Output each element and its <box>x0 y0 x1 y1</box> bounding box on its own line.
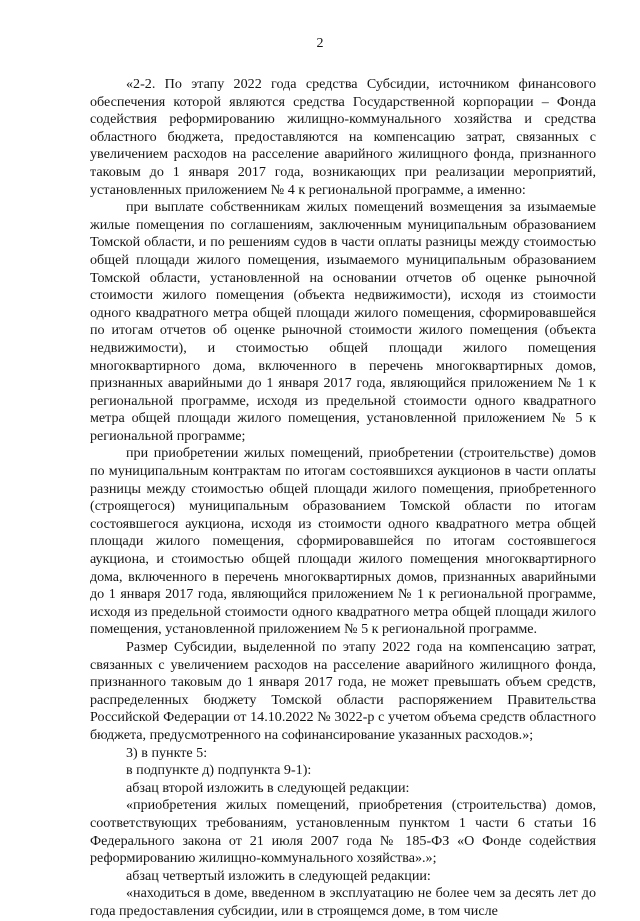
paragraph-fourth-clause-text: «находиться в доме, введенном в эксплуатацию не более чем за десять лет до года предоставления субсидии, или в строящемся доме, в том числе <box>90 885 596 919</box>
paragraph-owner-compensation: при выплате собственникам жилых помещений возмещения за изымаемые жилые помещения по соглашениям, заключенным муниципальным образованием Томской области, и по решениям судов в части оплаты разницы между стоимостью общей площади жилого помещения, изымаемого муниципальным образованием Томской области, установленной на основании отчетов об оценке рыночной стоимости жилого помещения (объекта недвижимости), исходя из стоимости одного квадратного метра общей площади жилого помещения, сформировавшейся по итогам отчетов об оценке рыночной стоимости жилого помещения (объекта недвижимости), и стоимостью общей площади жилого помещения многоквартирного дома, включенного в перечень многоквартирных домов, признанных аварийными до 1 января 2017 года, являющийся приложением № 1 к региональной программе, исходя из предельной стоимости одного квадратного метра общей площади жилого помещения, установленной приложением № 5 к региональной программе; <box>90 199 596 444</box>
paragraph-fourth-clause-instruction: абзац четвертый изложить в следующей редакции: <box>126 867 431 884</box>
paragraph-item-3: 3) в пункте 5: <box>126 744 208 761</box>
page-number: 2 <box>316 36 324 51</box>
paragraph-second-clause-text: «приобретения жилых помещений, приобретения (строительства) домов, соответствующих требованиям, установленным пунктом 1 части 6 статьи 16 Федерального закона от 21 июля 2007 года № 185-ФЗ «О Фонде содействия реформированию жилищно-коммунального хозяйства».»; <box>90 797 596 867</box>
paragraph-subitem-d: в подпункте д) подпункта 9-1): <box>126 762 312 779</box>
paragraph-2-2-intro: «2-2. По этапу 2022 года средства Субсидии, источником финансового обеспечения которой являются средства Государственной корпорации – Фонда содействия реформированию жилищно-коммунального хозяйства и средства областного бюджета, предоставляются на компенсацию затрат, связанных с увеличением расходов на расселение аварийного жилищного фонда, признанного таковым до 1 января 2017 года, возникающих при реализации мероприятий, установленных приложением № 4 к региональной программе, а именно: <box>90 76 596 198</box>
paragraph-second-clause-instruction: абзац второй изложить в следующей редакции: <box>126 779 410 796</box>
paragraph-acquisition-contracts: при приобретении жилых помещений, приобретении (строительстве) домов по муниципальным контрактам по итогам состоявшихся аукционов в части оплаты разницы между стоимостью общей площади жилого помещения, приобретенного (строящегося) муниципальным образованием Томской области по итогам состоявшегося аукциона, исходя из стоимости одного квадратного метра общей площади жилого помещения, сформировавшейся по итогам состоявшегося аукциона, и стоимостью общей площади жилого помещения многоквартирного дома, включенного в перечень многоквартирных домов, признанных аварийными до 1 января 2017 года, являющийся приложением № 1 к региональной программе, исходя из предельной стоимости одного квадратного метра общей площади жилого помещения, установленной приложением № 5 к региональной программе. <box>90 445 596 638</box>
paragraph-subsidy-size: Размер Субсидии, выделенной по этапу 2022 года на компенсацию затрат, связанных с увеличением расходов на расселение аварийного жилищного фонда, признанного таковым до 1 января 2017 года, не может превышать объем средств, распределенных бюджету Томской области распоряжением Правительства Российской Федерации от 14.10.2022 № 3022-р с учетом объема средств областного бюджета, предусмотренного на софинансирование указанных расходов.»; <box>90 639 596 743</box>
document-body <box>90 76 596 921</box>
